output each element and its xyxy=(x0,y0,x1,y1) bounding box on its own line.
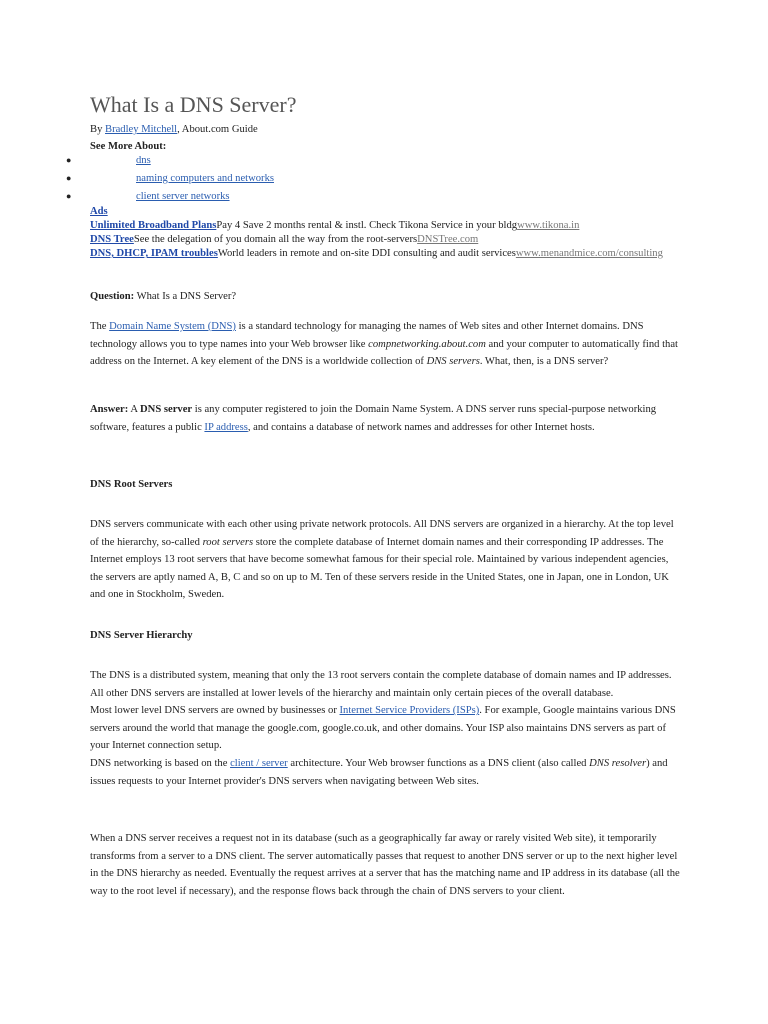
ad-title-link[interactable]: DNS, DHCP, IPAM troubles xyxy=(90,248,218,259)
final-paragraph: When a DNS server receives a request not in its database (such as a geographically far away or rarely visited Web site), it temporarily transforms from a server to a DNS client. The server automatically passes that request to another DNS server or up to the next higher level in the DNS hierarchy as needed. Eventually the request arrives at a server that has the matching name and IP address in its database (all the way to the root level if necessary), and the response flows back through the chain of DNS servers to your client. xyxy=(90,833,680,897)
see-more-item[interactable]: client server networks xyxy=(136,191,230,202)
ad-item xyxy=(90,247,680,261)
byline-by: By xyxy=(90,124,106,135)
intro-paragraph: The Domain Name System (DNS) is a standard technology for managing the names of Web sites and other Internet domains. DNS technology allows you to type names into your Web browser like compnetworking.about.com and your computer to automatically find that address on the Internet. A key element of the DNS is a worldwide collection of DNS servers. What, then, is a DNS server? xyxy=(90,321,678,368)
hierarchy-paragraph: The DNS is a distributed system, meaning that only the 13 root servers contain the complete database of domain names and IP addresses. All other DNS servers are installed at lower levels of the hierarchy and maintain only certain pieces of the overall database. Most lower level DNS servers are owned by businesses or Internet Service Providers (ISPs). For example, Google maintains various DNS servers around the world that manage the google.com, google.co.uk, and other domains. Your ISP also maintains DNS servers as part of your Internet connection setup. DNS networking is based on the client / server architecture. Your Web browser functions as a DNS client (also called DNS resolver) and issues requests to your Internet provider's DNS servers when navigating between Web sites. xyxy=(90,670,676,787)
ads-block xyxy=(90,205,680,261)
ad-text: World leaders in remote and on-site DDI consulting and audit services xyxy=(217,248,516,259)
root-servers-heading: DNS Root Servers xyxy=(90,479,173,490)
bullet-icon: ● xyxy=(66,155,72,165)
ad-title-link[interactable]: DNS Tree xyxy=(90,234,134,245)
author-link[interactable]: Bradley Mitchell xyxy=(105,124,178,135)
ad-url-link[interactable]: www.menandmice.com/consulting xyxy=(515,248,663,259)
ad-title-link[interactable]: Unlimited Broadband Plans xyxy=(90,220,217,231)
ad-url-link[interactable]: www.tikona.in xyxy=(517,220,580,231)
isp-link[interactable]: Internet Service Providers (ISPs) xyxy=(339,705,480,717)
byline-source: , About.com Guide xyxy=(177,124,258,135)
ip-address-link[interactable]: IP address xyxy=(204,421,248,433)
see-more-label: See More About: xyxy=(90,141,167,152)
ad-item xyxy=(90,233,680,247)
ads-label: Ads xyxy=(90,206,108,217)
ad-item xyxy=(90,219,680,233)
page-title: What Is a DNS Server? xyxy=(90,92,297,117)
ad-text: See the delegation of you domain all the way from the root-servers xyxy=(133,234,418,245)
see-more-item[interactable]: naming computers and networks xyxy=(136,173,274,184)
question-line: Question: What Is a DNS Server? xyxy=(90,291,237,302)
bullet-icon: ● xyxy=(66,173,72,183)
see-more-item[interactable]: dns xyxy=(136,155,151,166)
client-server-link[interactable]: client / server xyxy=(230,757,288,769)
ad-text: Pay 4 Save 2 months rental & instl. Check Tikona Service in your bldg xyxy=(216,220,518,231)
bullet-icon: ● xyxy=(66,191,72,201)
answer-paragraph: Answer: A DNS server is any computer registered to join the Domain Name System. A DNS server runs special-purpose networking software, features a public IP address, and contains a database of network names and addresses for other Internet hosts. xyxy=(90,404,657,433)
byline xyxy=(90,121,680,139)
dns-link[interactable]: Domain Name System (DNS) xyxy=(109,321,236,332)
root-servers-paragraph: DNS servers communicate with each other using private network protocols. All DNS servers are organized in a hierarchy. At the top level of the hierarchy, so-called root servers store the complete database of Internet domain names and their corresponding IP addresses. The Internet employs 13 root servers that have become somewhat famous for their special role. Maintained by various independent agencies, the servers are aptly named A, B, C and so on up to M. Ten of these servers reside in the United States, one in Japan, one in London, UK and one in Stockholm, Sweden. xyxy=(90,519,674,601)
ad-url-link[interactable]: DNSTree.com xyxy=(417,234,479,245)
hierarchy-heading: DNS Server Hierarchy xyxy=(90,630,193,641)
